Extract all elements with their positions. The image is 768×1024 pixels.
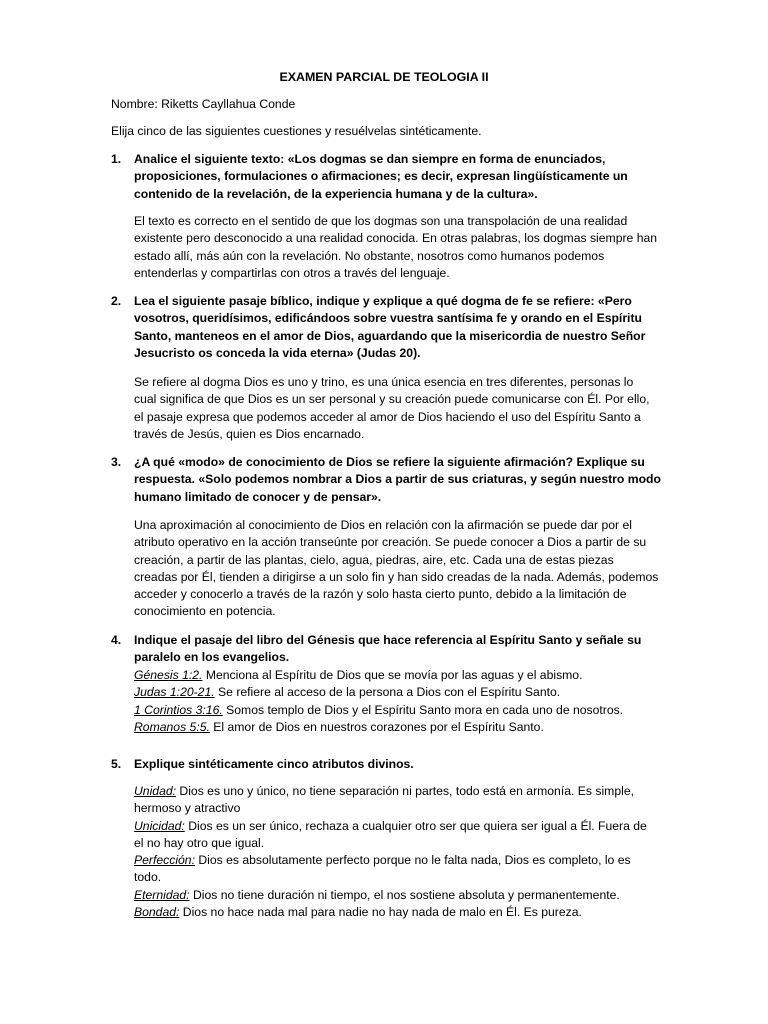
- answer-text: Se refiere al dogma Dios es uno y trino, es una única esencia en tres diferentes, personas lo cual significa de que Dios es un ser personal y su creación puede comunicarse con Él. Por ello, el pasaje expresa que podemos acceder al amor de Dios haciendo el uso del Espíritu Santo a través de Jesús, quien es Dios encarnado.: [134, 375, 650, 441]
- citation-text: Menciona al Espíritu de Dios que se movía por las aguas y el abismo.: [202, 668, 583, 682]
- attribute-text: Dios no tiene duración ni tiempo, el nos sostiene absoluta y permanentemente.: [189, 887, 620, 902]
- attribute-name: Unidad:: [134, 784, 177, 798]
- attribute-item: [134, 904, 659, 921]
- answer-5: [134, 783, 659, 921]
- citation-reference: Judas 1:20-21.: [134, 685, 215, 700]
- student-name-line: Nombre: Riketts Cayllahua Conde: [111, 97, 296, 111]
- answer-2: [134, 374, 659, 443]
- attribute-item: [134, 783, 659, 818]
- exam-title: EXAMEN PARCIAL DE TEOLOGIA II: [279, 70, 489, 84]
- citation-reference: Romanos 5:5.: [134, 719, 210, 734]
- answer-text: El texto es correcto en el sentido de que los dogmas son una transpolación de una realidad existente pero desconocido a una realidad conocida. En otras palabras, los dogmas siempre han estado allí, más aún con la revelación. No obstante, nosotros como humanos podemos entenderlas y compartirlas con otros a través del lenguaje.: [134, 214, 658, 280]
- question-number: 2.: [111, 294, 122, 308]
- instructions-line: Elija cinco de las siguientes cuestiones y resuélvelas sintéticamente.: [111, 124, 482, 138]
- citation-text: Se refiere al acceso de la persona a Dios con el Espíritu Santo.: [214, 685, 561, 700]
- citation-item: [134, 684, 659, 701]
- attribute-name: Eternidad:: [134, 887, 190, 902]
- answer-3: [134, 517, 659, 621]
- attribute-text: Dios es un ser único, rechaza a cualquier otro ser que quiera ser igual a Él. Fuera de el no hay otro que igual.: [134, 818, 647, 850]
- attribute-text: Dios es uno y único, no tiene separación ni partes, todo está en armonía. Es simple, hermoso y atractivo: [134, 784, 634, 816]
- question-4: [111, 632, 671, 667]
- question-1: [111, 151, 671, 203]
- attribute-name: Perfección:: [134, 853, 195, 868]
- question-prompt: Lea el siguiente pasaje bíblico, indique y explique a qué dogma de fe se refiere: «Pero vosotros, queridísimos, edificándoos sobre vuestra santísima fe y orando en el Espíritu Santo, manteneos en el amor de Dios, aguardando que la misericordia de nuestro Señor Jesucristo os conceda la vida eterna» (Judas 20).: [134, 294, 646, 360]
- citation-reference: Génesis 1:2.: [134, 668, 203, 682]
- attribute-text: Dios es absolutamente perfecto porque no le falta nada, Dios es completo, lo es todo.: [134, 853, 631, 885]
- question-prompt: Explique sintéticamente cinco atributos divinos.: [134, 757, 414, 771]
- citation-item: [134, 719, 659, 736]
- citation-item: [134, 667, 659, 684]
- attribute-name: Bondad:: [134, 905, 180, 920]
- attribute-item: [134, 887, 659, 904]
- answer-1: [134, 213, 659, 282]
- attribute-text: Dios no hace nada mal para nadie no hay nada de malo en Él. Es pureza.: [179, 905, 582, 920]
- citation-reference: 1 Corintios 3:16.: [134, 702, 223, 717]
- question-3: [111, 454, 671, 506]
- question-prompt: Analice el siguiente texto: «Los dogmas se dan siempre en forma de enunciados, proposiciones, formulaciones o afirmaciones; es decir, expresan lingüísticamente un contenido de la revelación, de la experiencia humana y de la cultura».: [134, 152, 628, 201]
- question-number: 5.: [111, 757, 122, 771]
- question-prompt: Indique el pasaje del libro del Génesis que hace referencia al Espíritu Santo y señale su paralelo en los evangelios.: [134, 633, 642, 665]
- citation-text: El amor de Dios en nuestros corazones por el Espíritu Santo.: [209, 719, 544, 734]
- answer-4: [134, 667, 659, 736]
- citation-text: Somos templo de Dios y el Espíritu Santo mora en cada uno de nosotros.: [222, 702, 624, 717]
- question-number: 1.: [111, 152, 122, 166]
- attribute-name: Unicidad:: [134, 818, 185, 833]
- question-2: [111, 293, 671, 362]
- question-number: 4.: [111, 633, 122, 647]
- question-number: 3.: [111, 455, 122, 469]
- attribute-item: [134, 852, 659, 887]
- question-5: [111, 756, 671, 773]
- attribute-item: [134, 818, 659, 853]
- citation-item: [134, 702, 659, 719]
- answer-text: Una aproximación al conocimiento de Dios en relación con la afirmación se puede dar por el atributo operativo en la acción transeúnte por creación. Se puede conocer a Dios a partir de su creación, a partir de las plantas, cielo, agua, piedras, aire, etc. Cada una de estas piezas creadas por Él, tienden a dirigirse a un solo fin y han sido creadas de la nada. Además, podemos acceder y conocerlo a través de la razón y solo hasta cierto punto, debido a la limitación de conocimiento en potencia.: [134, 518, 659, 619]
- question-prompt: ¿A qué «modo» de conocimiento de Dios se refiere la siguiente afirmación? Explique su respuesta. «Solo podemos nombrar a Dios a partir de sus criaturas, y según nuestro modo humano limitado de conocer y de pensar».: [134, 455, 661, 504]
